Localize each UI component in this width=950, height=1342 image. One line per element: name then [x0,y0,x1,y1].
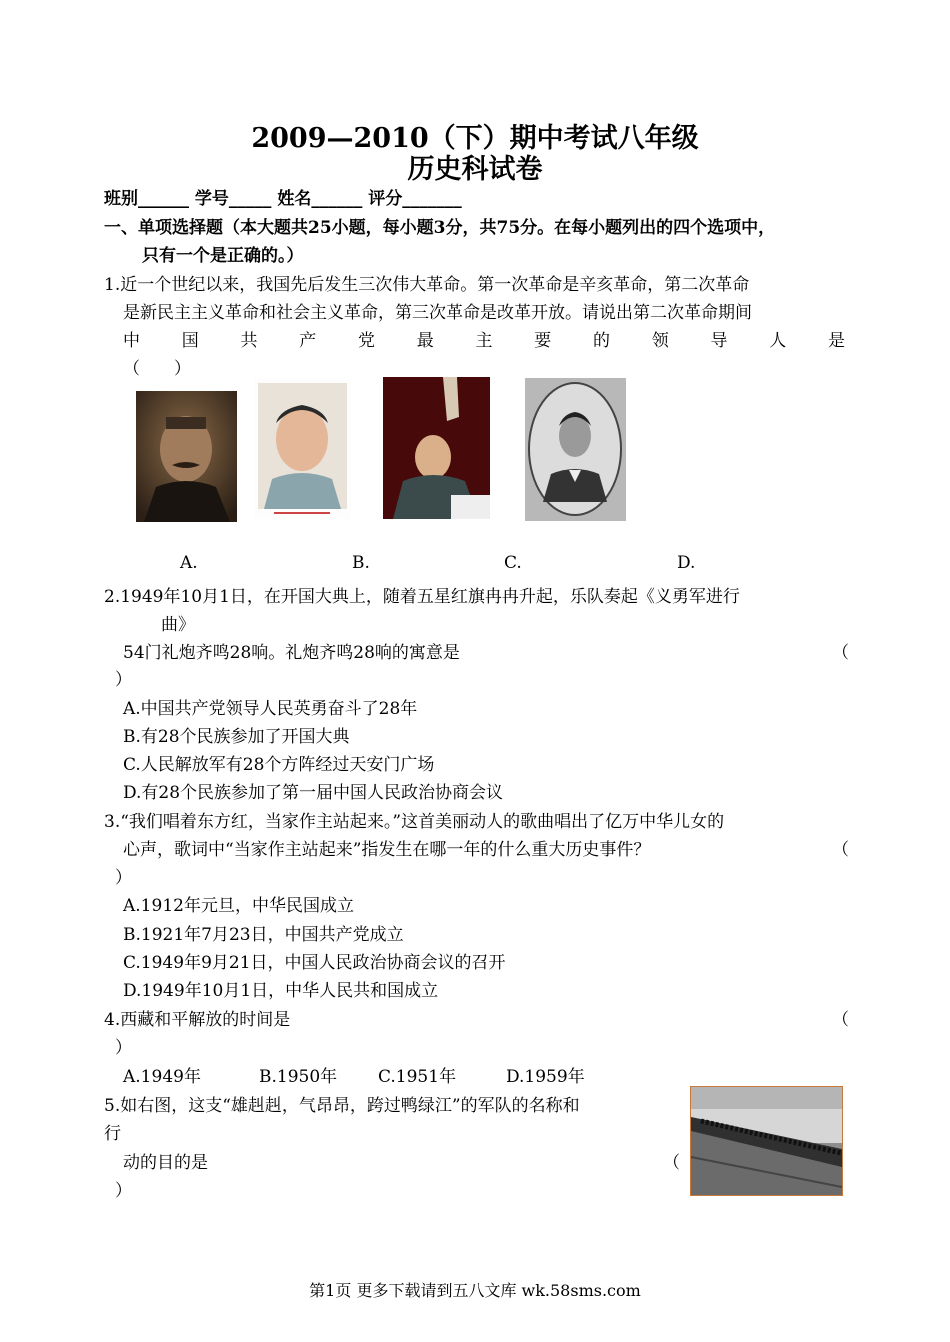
q2-paren-open: （ [832,643,849,663]
q1-char: 主 [475,331,493,351]
portrait-d [525,378,626,521]
q3-option-d: D.1949年10月1日，中华人民共和国成立 [123,981,439,1001]
q1-option-b: B. [352,553,370,573]
q1-char: 中 [123,331,140,351]
q1-char: 共 [240,331,258,351]
q1-char: 领 [651,331,669,351]
q2-paren-close: ） [115,670,132,690]
q1-option-a: A. [180,553,198,573]
q1-char: 党 [358,331,375,351]
q3-paren-close: ） [115,868,132,888]
q2-option-c: C.人民解放军有28个方阵经过天安门广场 [123,755,435,775]
q4-paren-close: ） [115,1038,132,1058]
troops-crossing-photo [690,1086,843,1196]
q4-option-b: B.1950年 [259,1067,338,1087]
q5-stem-2: 动的目的是 [123,1153,208,1173]
q4-paren-open: （ [832,1010,849,1030]
page-footer: 第1页 更多下载请到五八文库 wk.58sms.com [309,1281,641,1300]
section-heading: 一、单项选择题（本大题共25小题，每小题3分，共75分。在每小题列出的四个选项中， [104,218,776,238]
page-subtitle: 历史科试卷 [407,154,543,185]
q1-char: 的 [593,331,610,351]
q4-stem: 4.西藏和平解放的时间是 [104,1010,291,1030]
portrait-b [254,379,351,519]
q1-char: 产 [299,331,317,351]
q3-stem: 3.“我们唱着东方红，当家作主站起来。”这首美丽动人的歌曲唱出了亿万中华儿女的 [104,812,725,832]
q1-answer-paren: （ ） [123,359,191,379]
page-title: 2009—2010（下）期中考试八年级 [251,123,699,154]
q3-option-b: B.1921年7月23日，中国共产党成立 [123,925,404,945]
q2-option-d: D.有28个民族参加了第一届中国人民政治协商会议 [123,783,504,803]
q1-option-d: D. [677,553,696,573]
q1-char: 是 [828,331,845,351]
q2-stem: 2.1949年10月1日，在开国大典上，随着五星红旗冉冉升起，乐队奏起《义勇军进行 [104,587,740,607]
q1-char: 国 [181,331,199,351]
q5-stem-wrap: 行 [104,1124,121,1144]
q1-char: 人 [769,331,787,351]
q1-char: 导 [710,331,728,351]
q3-stem-2: 心声，歌词中“当家作主站起来”指发生在哪一年的什么重大历史事件？ [123,840,651,860]
q1-option-c: C. [504,553,522,573]
q1-stem: 1.近一个世纪以来，我国先后发生三次伟大革命。第一次革命是辛亥革命，第二次革命 [104,275,750,295]
q2-option-b: B.有28个民族参加了开国大典 [123,727,350,747]
q3-option-a: A.1912年元旦，中华民国成立 [123,896,354,916]
q5-stem: 5.如右图，这支“雄赳赳，气昂昂，跨过鸭绿江”的军队的名称和 [104,1096,580,1116]
portrait-a [136,391,237,522]
section-heading-cont: 只有一个是正确的。） [142,246,304,266]
q1-char: 要 [534,331,552,351]
q5-paren-close: ） [115,1181,132,1201]
q2-stem-wrap: 曲》 [161,615,195,635]
q4-option-a: A.1949年 [123,1067,201,1087]
q5-paren-open: （ [663,1153,680,1173]
student-info-line: 班别______ 学号_____ 姓名______ 评分_______ [104,189,462,209]
q4-option-d: D.1959年 [506,1067,585,1087]
q2-stem-2: 54门礼炮齐鸣28响。礼炮齐鸣28响的寓意是 [123,643,460,663]
q2-option-a: A.中国共产党领导人民英勇奋斗了28年 [123,699,418,719]
q1-stem-3 [123,326,845,351]
q4-option-c: C.1951年 [378,1067,457,1087]
q3-paren-open: （ [832,840,849,860]
q1-char: 最 [416,331,434,351]
q3-option-c: C.1949年9月21日，中国人民政治协商会议的召开 [123,953,506,973]
q1-stem-2: 是新民主主义革命和社会主义革命，第三次革命是改革开放。请说出第二次革命期间 [123,303,752,323]
portrait-c [383,377,490,519]
